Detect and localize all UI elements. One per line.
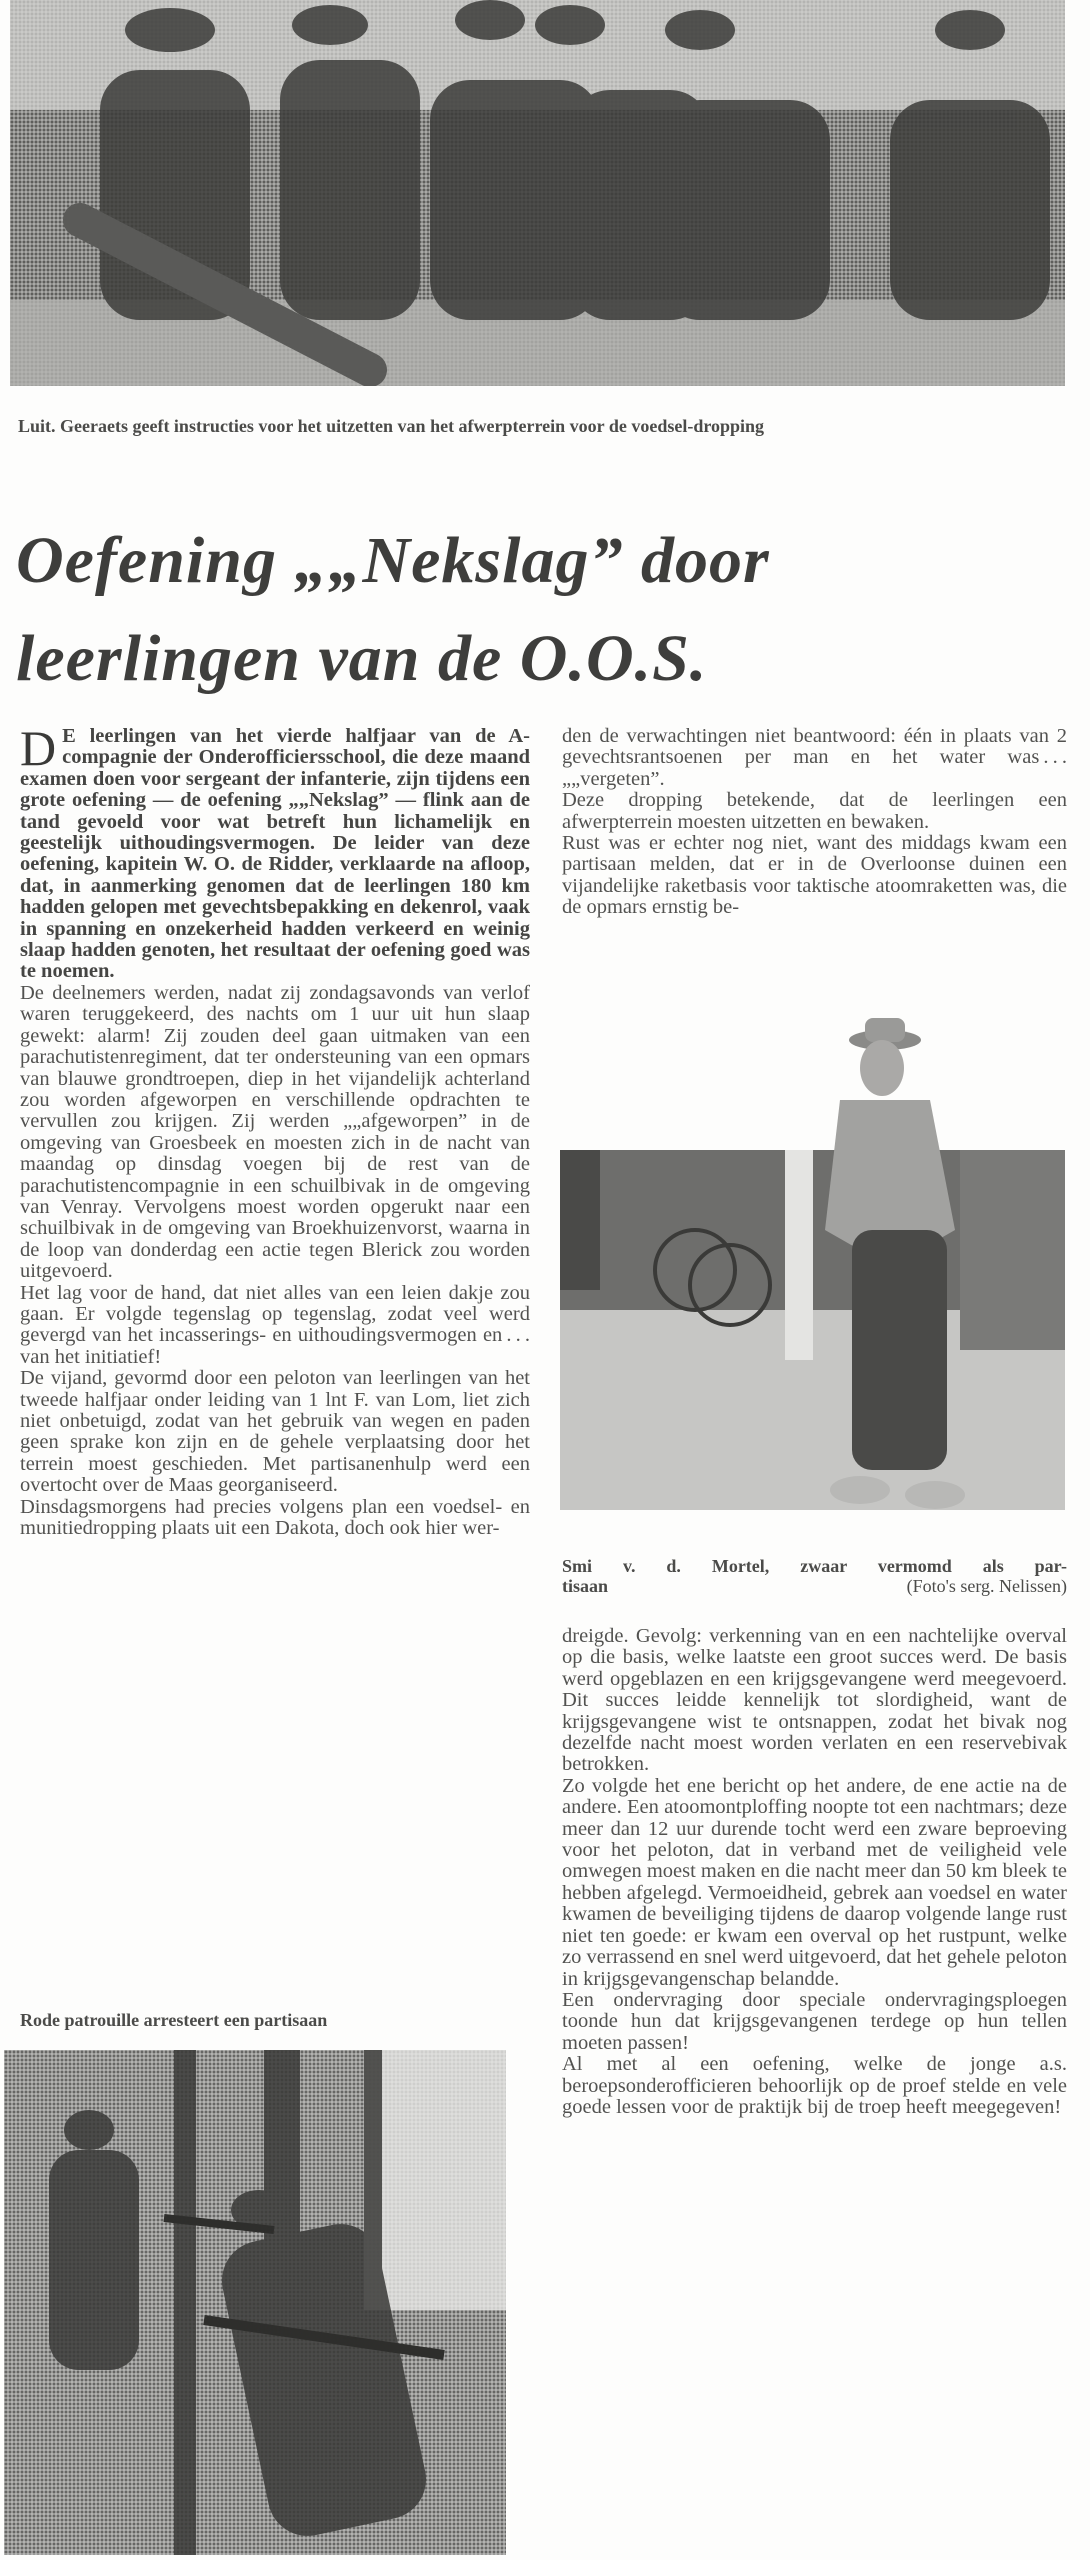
body-paragraph: Het lag voor de hand, dat niet alles van een leien dakje zou gaan. Er volgde tegenslag op tegenslag, zodat veel werd gevergd van het incasserings- en uithoudingsvermogen en . . . van het initiatief! [20,1281,530,1368]
right-column-top [562,726,1067,919]
body-paragraph: den de verwachtingen niet beantwoord: één in plaats van 2 gevechtsrantsoenen per man en het water was . . . „„vergeten”. [562,725,1067,790]
title-line-2: leerlingen van de O.O.S. [16,622,708,695]
partisan-caption-line-2: tisaan [562,1576,609,1596]
body-paragraph: Al met al een oefening, welke de jonge a.s. beroepsonderofficieren behoorlijk op de proef stelde en vele goede lessen voor de praktijk bij de troep heeft meegegeven! [562,2053,1067,2118]
body-paragraph: Rust was er echter nog niet, want des middags kwam een partisaan melden, dat er in de Overloonse duinen een vijandelijke raketbasis voor taktische atoomraketten was, die de opmars ernstig be- [562,832,1067,919]
photo-credit: (Foto's serg. Nelissen) [906,1576,1067,1596]
right-column-bottom [562,1626,1067,2118]
partisan-figure [560,1000,1065,1520]
top-photo-soldiers [10,0,1065,386]
left-column [20,720,530,1540]
body-paragraph: dreigde. Gevolg: verkenning van en een nachtelijke overval op die basis, welke laatste een groot succes werd. De basis werd opgeblazen en een krijgsgevangene werd meegevoerd. Dit succes leidde kennelijk tot slordigheid, want de krijgsgevangene wist te ontsnappen, zodat het bivak nog dezelfde nacht moest worden verlaten en een reservebivak betrokken. [562,1625,1067,1776]
body-paragraph: Deze dropping betekende, dat de leerlingen een afwerpterrein moesten uitzetten en bewaken. [562,789,1067,833]
partisan-caption-line-1: Smi v. d. Mortel, zwaar vermomd als par- [562,1556,1067,1576]
body-paragraph: Dinsdagsmorgens had precies volgens plan een voedsel- en munitiedropping plaats uit een Dakota, doch ook hier wer- [20,1495,530,1540]
body-paragraph: Zo volgde het ene bericht op het andere, de ene actie na de andere. Een atoomontploffing noopte tot een nachtmars; deze meer dan 12 uur durende tocht werd een zware beproeving voor het peloton, dat in verband met de veiligheid vele omwegen moest maken en die nacht meer dan 50 km bleek te hebben afgelegd. Vermoeidheid, gebrek aan voedsel en water kwamen de beveiliging tijdens de daarop volgende lange rust niet ten goede: er kwam een overval op het rustpunt, welke zo verrassend en snel werd uitgevoerd, dat het gehele peloton in krijgsgevangenschap belandde. [562,1774,1067,1990]
lead-text: E leerlingen van het vierde halfjaar van de A-compagnie der Onderofficiersschool, die deze maand examen doen voor sergeant der infanterie, zijn tijdens een grote oefening — de oefening „„Nekslag” — flink aan de tand gevoeld voor wat betreft hun lichamelijk en geestelijk uithoudingsvermogen. De leider van deze oefening, kapitein W. O. de Ridder, verklaarde na afloop, dat, in aanmerking genomen dat de leerlingen 180 km hadden gelopen met gevechtsbepakking en dekenrol, vaak in spanning en onzekerheid hadden verkeerd en weinig slaap hadden genoten, het resultaat der oefening goed was te noemen. [20,725,530,983]
body-paragraph: Een ondervraging door speciale ondervragingsploegen toonde hun dat krijgsgevangenen terdege op hun tellen moeten passen! [562,1988,1067,2054]
partisan-photo-caption [562,1556,1067,1596]
body-paragraph: De vijand, gevormd door een peloton van leerlingen van het tweede halfjaar onder leiding van 1 lnt F. van Lom, liet zich niet onbetuigd, zodat van het gebruik van wegen en paden geen sprake kon zijn en de gehele verplaatsing door het terrein moest geschieden. Met partisanenhulp werd een overtocht over de Maas georganiseerd. [20,1367,530,1497]
article-title [16,512,916,708]
patrol-photo [4,2050,506,2555]
lead-paragraph [20,720,530,983]
body-paragraph: De deelnemers werden, nadat zij zondagsavonds van verlof waren teruggekeerd, des nachts om 1 uur uit hun slaap gewekt: alarm! Zij zouden deel gaan uitmaken van een parachutistenregiment, dat ter ondersteuning van een opmars van blauwe grondtroepen, diep in het vijandelijk achterland zou worden afgeworpen en verschillende opdrachten te vervullen zou krijgen. Zij werden „„afgeworpen” in de omgeving van Groesbeek en moesten zich in de nacht van maandag op dinsdag voegen bij de rest van de parachutistencompagnie in een schuilbivak in de omgeving van Venray. Vervolgens moest worden opgerukt naar een schuilbivak in de omgeving van Broekhuizenvorst, waarna in de loop van donderdag een actie tegen Blerick zou worden uitgevoerd. [20,981,530,1283]
drop-cap: D [20,720,57,776]
patrol-photo-caption: Rode patrouille arresteert een partisaan [20,2010,328,2030]
top-photo-caption: Luit. Geeraets geeft instructies voor het uitzetten van het afwerpterrein voor de voedsel-dropping [18,416,765,436]
soldiers-illustration [10,0,1065,386]
title-line-1: Oefening „„Nekslag” door [16,524,770,597]
partisan-photo-block [560,1000,1065,1520]
patrol-illustration [4,2050,506,2555]
